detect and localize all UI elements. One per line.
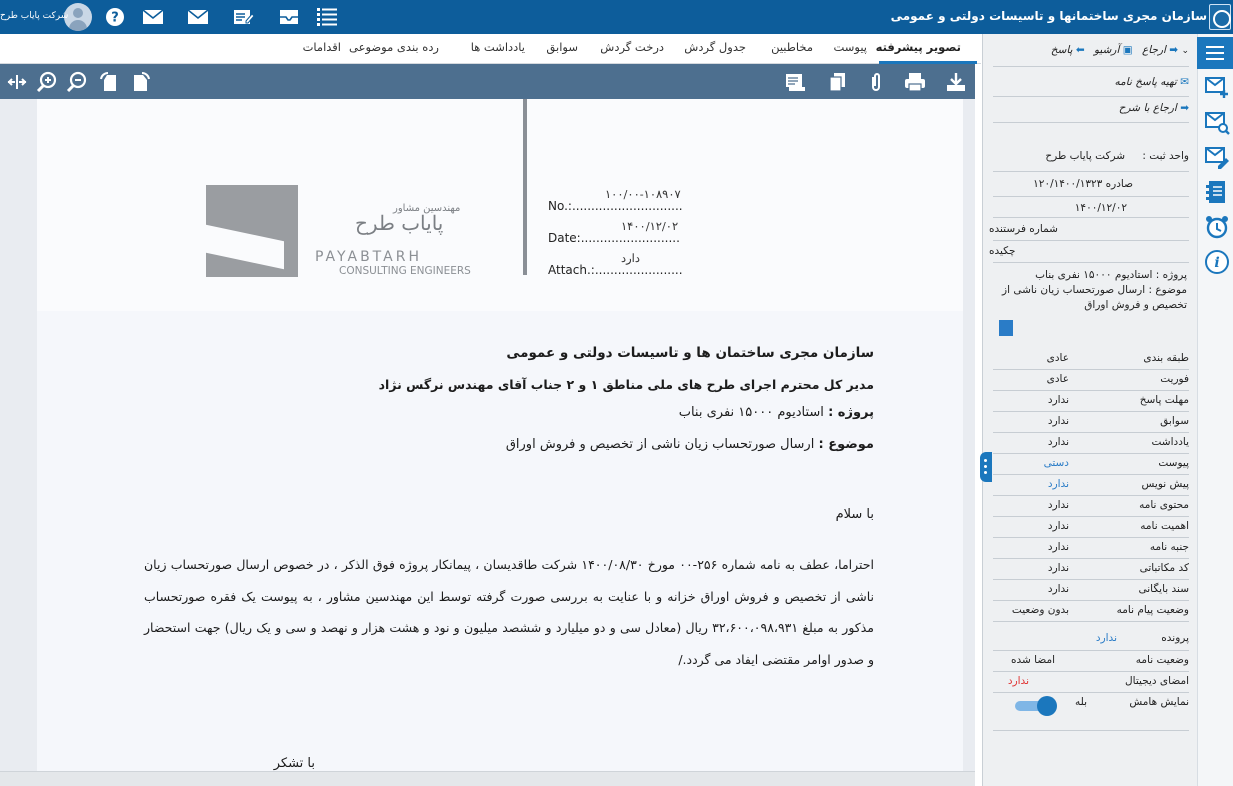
- divider: [993, 692, 1189, 693]
- prepare-reply-button[interactable]: تهیه پاسخ نامه: [1114, 76, 1177, 88]
- logo-subtitle-fa: مهندسین مشاور: [393, 203, 461, 214]
- info-icon[interactable]: [1204, 249, 1230, 275]
- subject-label: موضوع :: [818, 437, 874, 452]
- summary-line-2: موضوع : ارسال صورتحساب زیان ناشی از: [1002, 284, 1187, 296]
- divider: [993, 600, 1189, 601]
- property-value: ندارد: [1047, 541, 1069, 553]
- divider: [993, 369, 1189, 370]
- property-row: [993, 499, 1189, 511]
- property-label: پیوست: [1158, 457, 1189, 469]
- property-value: ندارد: [1047, 415, 1069, 427]
- download-icon[interactable]: [945, 71, 967, 93]
- show-margin-toggle[interactable]: [1015, 696, 1057, 716]
- digital-sign-label: امضای دیجیتال: [1125, 675, 1189, 687]
- attachment-icon[interactable]: [865, 71, 887, 93]
- letter-date: ۱۴۰۰/۱۲/۰۲: [1074, 202, 1127, 214]
- property-value: بدون وضعیت: [1011, 604, 1069, 616]
- tab-actions[interactable]: اقدامات: [302, 40, 341, 54]
- letter-number-value: ۱۰۰/۰۰-۱۰۸۹۰۷: [605, 187, 681, 201]
- subject-line: [506, 437, 874, 452]
- subject-value: ارسال صورتحساب زیان ناشی از تخصیص و فروش اوراق: [505, 437, 815, 452]
- divider: [993, 516, 1189, 517]
- property-label: سوابق: [1160, 415, 1189, 427]
- org-title: سازمان مجری ساختمانها و تاسیسات دولتی و عمومی: [890, 9, 1207, 23]
- tab-contacts[interactable]: مخاطبین: [771, 40, 813, 54]
- zoom-out-icon[interactable]: [66, 71, 88, 93]
- property-value: عادی: [1046, 373, 1069, 385]
- property-label: جنبه نامه: [1149, 541, 1189, 553]
- letter-date-label: Date:..........................: [548, 231, 680, 245]
- property-value: ندارد: [1047, 583, 1069, 595]
- divider: [993, 122, 1189, 123]
- letter-attach-value: دارد: [621, 251, 640, 265]
- tab-flow-tree[interactable]: درخت گردش: [600, 40, 664, 54]
- divider: [993, 495, 1189, 496]
- divider: [993, 432, 1189, 433]
- tab-subject-classification[interactable]: رده بندی موضوعی: [349, 40, 439, 54]
- reminder-clock-icon[interactable]: [1204, 214, 1230, 240]
- property-value: ندارد: [1047, 520, 1069, 532]
- messages-icon[interactable]: [142, 7, 164, 27]
- property-row: [993, 352, 1189, 364]
- inbox-icon[interactable]: [278, 7, 300, 27]
- company-logo-icon: [206, 185, 298, 277]
- divider: [993, 621, 1189, 622]
- logo-title-fa: پایاب طرح: [355, 211, 444, 235]
- recipient-org: سازمان مجری ساختمان ها و تاسیسات دولتی و عمومی: [506, 345, 874, 361]
- tab-advanced-image[interactable]: تصویر پیشرفته: [875, 40, 961, 54]
- compose-letter-icon[interactable]: [232, 7, 254, 27]
- property-label: وضعیت پیام نامه: [1116, 604, 1189, 616]
- summary-label: چکیده: [989, 245, 1016, 257]
- property-row: [993, 457, 1189, 469]
- summary-line-1: پروژه : استادیوم ۱۵۰۰۰ نفری بناب: [1035, 269, 1187, 281]
- letter-date-value: ۱۴۰۰/۱۲/۰۲: [621, 219, 679, 233]
- letter-status-value: امضا شده: [1011, 654, 1055, 666]
- property-row: [993, 562, 1189, 574]
- divider: [993, 730, 1189, 731]
- property-value[interactable]: دستی: [1043, 457, 1069, 469]
- divider: [993, 96, 1189, 97]
- header-divider: [523, 99, 527, 275]
- menu-icon[interactable]: [1197, 37, 1233, 69]
- rotate-right-icon[interactable]: [130, 71, 152, 93]
- icon-rail: [1197, 34, 1233, 786]
- divider: [993, 558, 1189, 559]
- letter-number-label: No.:.............................: [548, 199, 683, 213]
- property-value: ندارد: [1047, 499, 1069, 511]
- logo-subtitle-en: CONSULTING ENGINEERS: [339, 265, 471, 277]
- closing: با تشکر: [273, 756, 315, 771]
- registry-unit-label: واحد ثبت :: [1142, 150, 1189, 162]
- edit-letter-icon[interactable]: [1204, 144, 1230, 170]
- horizontal-scrollbar[interactable]: [0, 771, 975, 786]
- property-value: ندارد: [1047, 394, 1069, 406]
- project-value: استادیوم ۱۵۰۰۰ نفری بناب: [678, 405, 824, 420]
- panel-actions-row: [993, 44, 1189, 56]
- new-letter-icon[interactable]: [1204, 74, 1230, 100]
- divider: [993, 171, 1189, 172]
- property-row: [993, 541, 1189, 553]
- logo-title-en: PAYABTARH: [315, 249, 422, 265]
- divider: [993, 196, 1189, 197]
- property-label: فوریت: [1160, 373, 1189, 385]
- property-row: [993, 373, 1189, 385]
- property-row: [993, 415, 1189, 427]
- divider: [993, 240, 1189, 241]
- letter-status-row: [993, 654, 1189, 666]
- letter-paragraph: احتراما، عطف به نامه شماره ۲۵۶-۰۰ مورخ ۱۴۰۰/۰۸/۳۰ شرکت طاقدیسان ، پیمانکار پروژه فوق الذکر ، در خصوص ارسال صورتحساب زیان ناشی از تخصیص و فروش اوراق خزانه و با عنایت به بررسی صورت گرفته توسط این مهندسین مشاور ، به پیوست یک فقره صورتحساب مذکور به مبلغ ۳۲،۶۰۰،۰۹۸،۹۳۱ ریال (معادل سی و دو میلیارد و ششصد میلیون و نود و هشت هزار و نهصد و سی و یک ریال) جهت استحضار و صدور اوامر مقتضی ایفاد می گردد./: [144, 557, 874, 667]
- tab-attachment[interactable]: پیوست: [833, 40, 867, 54]
- property-label: مهلت پاسخ: [1139, 394, 1189, 406]
- file-label: پرونده: [1161, 632, 1189, 644]
- prepare-reply-row[interactable]: [993, 76, 1189, 88]
- divider: [993, 579, 1189, 580]
- letter-header: [37, 99, 963, 311]
- document-viewer[interactable]: [0, 99, 975, 771]
- divider: [993, 453, 1189, 454]
- summary-line-3: تخصیص و فروش اوراق: [1084, 299, 1187, 311]
- property-row: [993, 520, 1189, 532]
- user-name[interactable]: شرکت پایاب طرح: [0, 11, 69, 21]
- divider: [993, 650, 1189, 651]
- letter-info-panel: [982, 34, 1197, 786]
- document-copy-icon[interactable]: [999, 320, 1013, 336]
- digital-sign-row: [993, 675, 1189, 687]
- list-icon[interactable]: [316, 7, 338, 27]
- copy-icon[interactable]: [826, 71, 848, 93]
- refer-with-note-button[interactable]: ارجاع با شرح: [1118, 102, 1177, 114]
- org-logo-icon: [1209, 4, 1231, 30]
- property-row: [993, 583, 1189, 595]
- mail-icon[interactable]: [187, 7, 209, 27]
- divider: [993, 390, 1189, 391]
- address-book-icon[interactable]: [1204, 179, 1230, 205]
- property-row: [993, 436, 1189, 448]
- digital-sign-value: ندارد: [1007, 675, 1029, 687]
- property-label: سند بایگانی: [1138, 583, 1189, 595]
- refer-icon: ➡: [1169, 44, 1179, 56]
- issued-number: صادره ۱۲۰/۱۴۰۰/۱۳۲۳: [1033, 178, 1133, 190]
- property-row: [993, 478, 1189, 490]
- project-label: پروژه :: [828, 405, 874, 420]
- divider: [993, 537, 1189, 538]
- project-line: [679, 405, 874, 420]
- zoom-in-icon[interactable]: [36, 71, 58, 93]
- archive-icon: ▣: [1122, 44, 1133, 56]
- property-value: عادی: [1046, 352, 1069, 364]
- show-margin-label: نمایش هامش: [1129, 696, 1189, 708]
- sender-number-label: شماره فرستنده: [989, 223, 1058, 235]
- svg-text:?: ?: [111, 10, 119, 26]
- divider: [993, 66, 1189, 67]
- fit-width-icon[interactable]: [6, 71, 28, 93]
- file-row: [993, 632, 1189, 644]
- property-label: یادداشت: [1151, 436, 1189, 448]
- recipient-person: مدیر کل محترم اجرای طرح های ملی مناطق ۱ و ۲ جناب آقای مهندس نرگس نژاد: [378, 377, 874, 392]
- chevron-down-icon[interactable]: ⌄: [1181, 46, 1189, 56]
- property-label: کد مکاتباتی: [1139, 562, 1189, 574]
- letter-attach-label: Attach.:.......................: [548, 263, 683, 277]
- archive-button[interactable]: آرشیو: [1094, 44, 1120, 56]
- property-value: ندارد: [1047, 562, 1069, 574]
- greeting: با سلام: [835, 507, 874, 522]
- property-row: [993, 604, 1189, 616]
- forward-icon: ➡: [1180, 102, 1189, 114]
- tab-history[interactable]: سوابق: [546, 40, 578, 54]
- letter-status-label: وضعیت نامه: [1135, 654, 1189, 666]
- divider: [993, 671, 1189, 672]
- tab-notes[interactable]: یادداشت ها: [470, 40, 525, 54]
- print-icon[interactable]: [904, 71, 926, 93]
- divider: [993, 262, 1189, 263]
- property-label: طبقه بندی: [1143, 352, 1189, 364]
- refer-button[interactable]: ارجاع: [1142, 44, 1166, 56]
- reply-icon: ⬅: [1075, 44, 1085, 56]
- property-label: اهمیت نامه: [1140, 520, 1189, 532]
- file-value[interactable]: ندارد: [1095, 632, 1117, 644]
- divider: [993, 411, 1189, 412]
- viewer-toolbar: [0, 64, 975, 99]
- top-bar: [0, 0, 1233, 34]
- search-letter-icon[interactable]: [1204, 109, 1230, 135]
- edit-letter-icon[interactable]: [785, 71, 807, 93]
- registry-unit-value: شرکت پایاب طرح: [1045, 150, 1126, 162]
- refer-with-note-row[interactable]: [993, 102, 1189, 114]
- divider: [993, 474, 1189, 475]
- reply-button[interactable]: پاسخ: [1050, 44, 1073, 56]
- divider: [993, 217, 1189, 218]
- rotate-left-icon[interactable]: [98, 71, 120, 93]
- property-label: پیش نویس: [1141, 478, 1189, 490]
- reply-letter-icon: ✉: [1180, 76, 1189, 88]
- panel-collapse-handle[interactable]: [980, 452, 992, 482]
- property-label: محتوی نامه: [1139, 499, 1189, 511]
- property-value[interactable]: ندارد: [1047, 478, 1069, 490]
- show-margin-value: بله: [1074, 696, 1087, 708]
- letter-page: [37, 99, 963, 771]
- svg-text:i: i: [1214, 255, 1220, 271]
- help-icon[interactable]: [104, 7, 126, 27]
- property-row: [993, 394, 1189, 406]
- property-value: ندارد: [1047, 436, 1069, 448]
- document-tabs: [0, 34, 981, 64]
- tab-flow-table[interactable]: جدول گردش: [684, 40, 746, 54]
- registry-unit-row: [993, 150, 1189, 162]
